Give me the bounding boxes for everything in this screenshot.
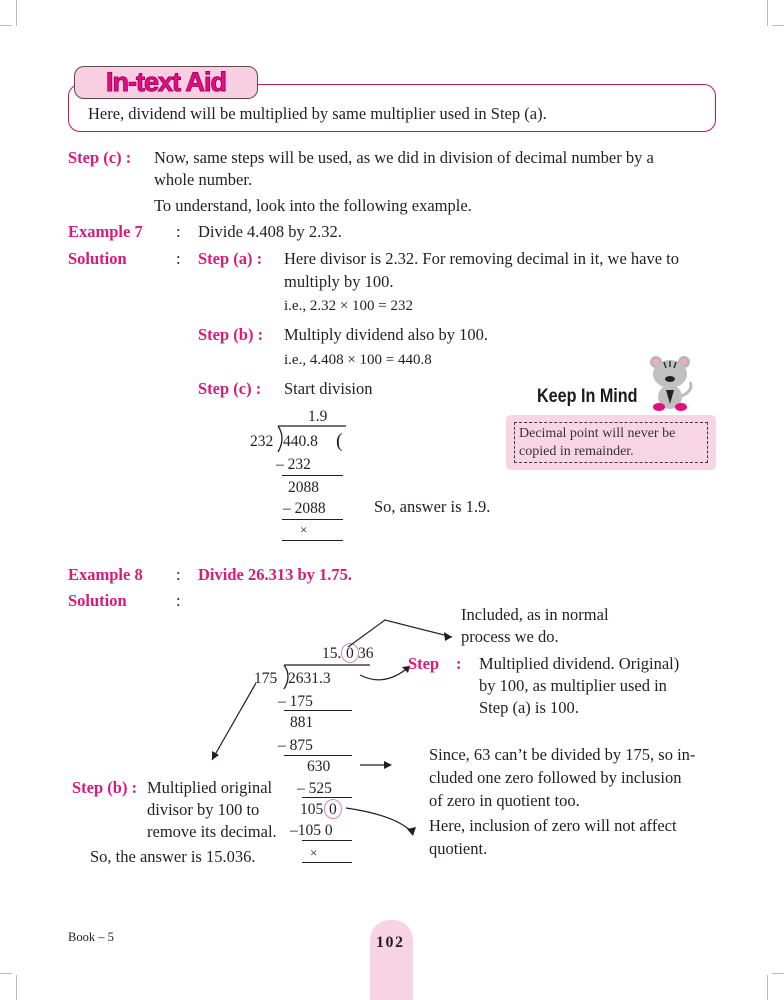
example7-colon: : — [176, 222, 181, 241]
crop-mark — [16, 0, 17, 26]
example7-step-b-line2: i.e., 4.408 × 100 = 440.8 — [284, 352, 432, 368]
ex7-row2: 2088 — [288, 479, 319, 496]
ex8-divisor: 175 — [254, 670, 278, 687]
note-step-colon: : — [456, 654, 462, 673]
in-text-aid-tab — [74, 66, 258, 99]
step-c-line3: To understand, look into the following example. — [154, 196, 472, 215]
example7-question: Divide 4.408 by 2.32. — [198, 222, 342, 241]
ex8-step-b-label: Step (b) : — [72, 778, 138, 797]
ex7-row1: – 232 — [276, 456, 311, 473]
crop-mark — [16, 975, 17, 1000]
footer-book-label: Book – 5 — [68, 930, 114, 944]
ex8-row2: 881 — [290, 714, 314, 731]
step-c-line1: Now, same steps will be used, as we did in division of decimal number by a — [154, 148, 654, 167]
ex7-bracket: ( — [336, 430, 343, 452]
crop-mark — [767, 0, 768, 26]
crop-mark — [772, 973, 784, 974]
divider — [282, 475, 343, 476]
example7-step-c-line1: Start division — [284, 379, 373, 398]
example7-step-a-line3: i.e., 2.32 × 100 = 232 — [284, 298, 413, 314]
ex7-dividend: 440.8 — [283, 433, 318, 450]
ex8-row3: – 875 — [278, 737, 313, 754]
ex7-answer: So, answer is 1.9. — [374, 497, 491, 516]
in-text-aid-text: Here, dividend will be multiplied by same multiplier used in Step (a). — [88, 104, 547, 123]
example7-step-a-label: Step (a) : — [198, 249, 263, 268]
note-here-line2: quotient. — [429, 839, 488, 858]
ex8-step-b-line3: remove its decimal. — [147, 822, 277, 841]
example8-colon: : — [176, 565, 181, 584]
ex8-dividend: 2631.3 — [288, 670, 331, 687]
note-included-line2: process we do. — [461, 627, 559, 646]
note-step-line3: Step (a) is 100. — [479, 698, 579, 717]
keep-in-mind-title: Keep In Mind — [537, 386, 638, 407]
example8-solution-colon: : — [176, 591, 181, 610]
example7-solution-colon: : — [176, 249, 181, 268]
ex8-quotient-a: 15. — [322, 645, 342, 662]
note-since-line2: cluded one zero followed by inclusion — [429, 768, 682, 787]
note-included-line1: Included, as in normal — [461, 605, 609, 624]
ex8-row8: × — [310, 845, 318, 860]
ex8-quotient-b: 0 — [346, 645, 354, 662]
divider — [282, 519, 343, 520]
page-number-tab — [370, 920, 413, 1000]
note-step-label: Step — [408, 654, 440, 673]
ex7-row3: – 2088 — [283, 500, 326, 517]
ex8-row7: –105 0 — [290, 822, 333, 839]
ex8-row6b: 0 — [329, 801, 337, 818]
in-text-aid-label: In-text Aid — [106, 67, 226, 97]
example7-step-a-line1: Here divisor is 2.32. For removing decimal in it, we have to — [284, 249, 680, 268]
ex8-answer: So, the answer is 15.036. — [90, 847, 256, 866]
example7-step-c-label: Step (c) : — [198, 379, 262, 398]
note-here-line1: Here, inclusion of zero will not affect — [429, 816, 677, 835]
example7-step-b-line1: Multiply dividend also by 100. — [284, 325, 488, 344]
note-step-line1: Multiplied dividend. Original) — [479, 654, 680, 673]
example7-step-b-label: Step (b) : — [198, 325, 264, 344]
keep-in-mind-text: Decimal point will never be copied in remainder. — [514, 422, 708, 463]
tiger-mascot-icon — [644, 352, 696, 412]
ex8-row6a: 105 — [300, 801, 324, 818]
ex8-row1: – 175 — [278, 693, 313, 710]
example8-label: Example 8 — [68, 565, 143, 584]
crop-mark — [767, 975, 768, 1000]
step-c-label: Step (c) : — [68, 148, 132, 167]
ex7-row4: × — [300, 522, 308, 537]
crop-mark — [0, 973, 12, 974]
example7-label: Example 7 — [68, 222, 143, 241]
page-number: 102 — [376, 934, 405, 951]
ex8-step-b-line1: Multiplied original — [147, 778, 273, 797]
example8-question: Divide 26.313 by 1.75. — [198, 565, 353, 584]
step-c-line2: whole number. — [154, 170, 253, 189]
crop-mark — [772, 25, 784, 26]
keep-in-mind-box — [506, 415, 716, 470]
note-step-line2: by 100, as multiplier used in — [479, 676, 667, 695]
ex7-quotient: 1.9 — [308, 408, 328, 425]
divider — [282, 540, 343, 541]
example8-solution-label: Solution — [68, 591, 127, 610]
ex8-row4: 630 — [307, 758, 331, 775]
ex7-divisor: 232 — [250, 433, 274, 450]
note-since-line3: of zero in quotient too. — [429, 791, 580, 810]
example7-step-a-line2: multiply by 100. — [284, 272, 394, 291]
crop-mark — [0, 25, 12, 26]
ex8-row5: – 525 — [297, 780, 332, 797]
ex8-quotient-c: 36 — [358, 645, 374, 662]
example7-solution-label: Solution — [68, 249, 127, 268]
note-since-line1: Since, 63 can’t be divided by 175, so in- — [429, 745, 696, 764]
ex8-step-b-line2: divisor by 100 to — [147, 800, 260, 819]
